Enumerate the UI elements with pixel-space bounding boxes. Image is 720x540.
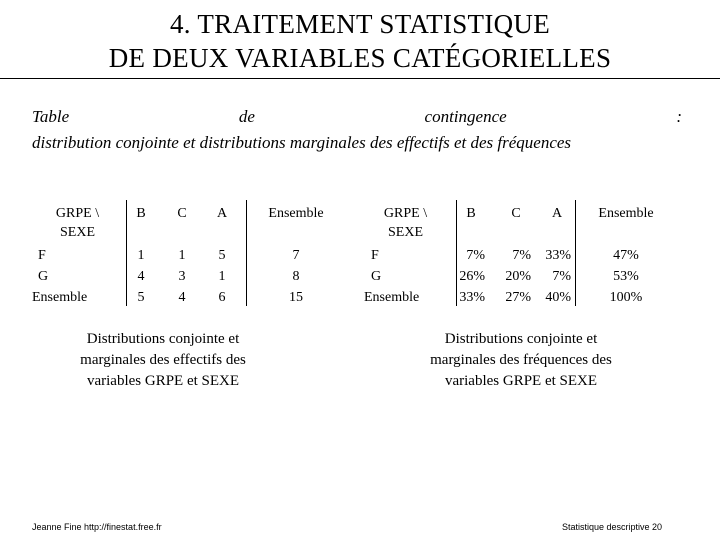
table-cell: 33% <box>459 290 485 305</box>
subtitle-line-2: distribution conjointe et distributions marginales des effectifs et des fréquences <box>32 133 572 152</box>
row-label: Ensemble <box>32 290 88 305</box>
column-header: Ensemble <box>268 206 324 221</box>
table-cell: 7% <box>512 248 531 263</box>
table-cell: 4 <box>137 269 145 284</box>
table-caption-line-3: variables GRPE et SEXE <box>444 373 598 389</box>
page-title-line-1: 4. TRAITEMENT STATISTIQUE <box>169 9 551 39</box>
table-cell: 3 <box>178 269 186 284</box>
table-cell: 53% <box>613 269 639 284</box>
subtitle-word: : <box>676 107 682 126</box>
table-cell: 100% <box>609 290 643 305</box>
page-title-line-2: DE DEUX VARIABLES CATÉGORIELLES <box>108 43 612 73</box>
table-cell: 4 <box>178 290 186 305</box>
table-caption-line-1: Distributions conjointe et <box>444 331 598 347</box>
column-header: B <box>136 206 146 221</box>
table-cell: 40% <box>545 290 571 305</box>
column-header: B <box>466 206 476 221</box>
table-cell: 47% <box>613 248 639 263</box>
table-cell: 15 <box>289 290 303 305</box>
subtitle-word: de <box>238 107 255 126</box>
table-cell: 7 <box>292 248 300 263</box>
table-cell: 8 <box>292 269 300 284</box>
footer-page-label: Statistique descriptive 20 <box>562 522 663 532</box>
footer-author: Jeanne Fine http://finestat.free.fr <box>32 522 162 532</box>
table-cell: 5 <box>137 290 145 305</box>
table-corner-header-line-1: GRPE \ <box>383 206 428 221</box>
table-caption-line-1: Distributions conjointe et <box>86 331 240 347</box>
column-header: A <box>216 206 228 221</box>
table-cell: 7% <box>466 248 485 263</box>
table-divider <box>456 200 457 306</box>
table-divider <box>575 200 576 306</box>
table-corner-header-line-1: GRPE \ <box>55 206 100 221</box>
subtitle-word: contingence <box>424 107 507 126</box>
row-label: G <box>371 269 382 284</box>
column-header: Ensemble <box>598 206 654 221</box>
column-header: C <box>511 206 521 221</box>
table-corner-header-line-2: SEXE <box>60 225 95 240</box>
table-caption-line-2: marginales des effectifs des <box>80 352 246 368</box>
table-caption-line-3: variables GRPE et SEXE <box>86 373 240 389</box>
table-cell: 7% <box>552 269 571 284</box>
table-cell: 1 <box>218 269 226 284</box>
subtitle-word: Table <box>32 107 70 126</box>
column-header: C <box>177 206 187 221</box>
table-cell: 27% <box>505 290 531 305</box>
table-cell: 26% <box>459 269 485 284</box>
table-corner-header-line-2: SEXE <box>388 225 423 240</box>
table-cell: 1 <box>137 248 145 263</box>
row-label: F <box>38 248 46 263</box>
table-cell: 33% <box>545 248 571 263</box>
row-label: G <box>38 269 49 284</box>
column-header: A <box>551 206 563 221</box>
table-caption-line-2: marginales des fréquences des <box>430 352 612 368</box>
row-label: Ensemble <box>364 290 420 305</box>
table-cell: 20% <box>505 269 531 284</box>
table-cell: 1 <box>178 248 186 263</box>
row-label: F <box>371 248 379 263</box>
table-cell: 5 <box>218 248 226 263</box>
table-cell: 6 <box>218 290 226 305</box>
